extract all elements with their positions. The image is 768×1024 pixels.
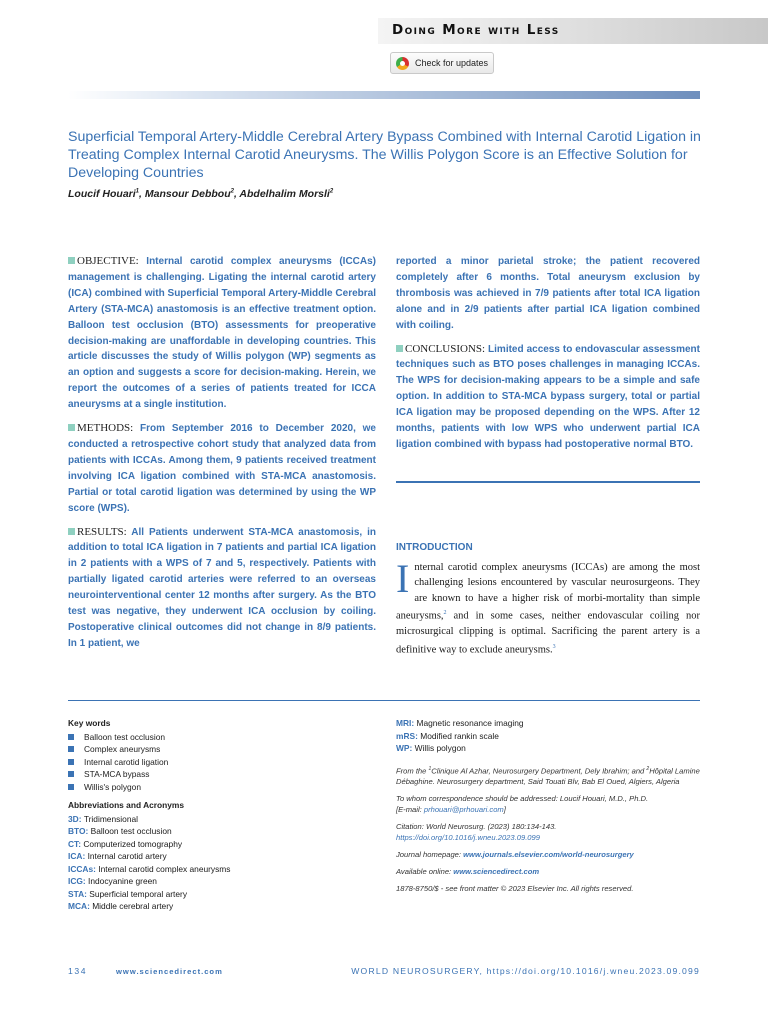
citation [396,821,706,843]
results-label: RESULTS: [77,525,127,538]
abbreviations-list [68,813,368,913]
email-link[interactable]: prhouari@prhouari.com [423,805,504,815]
abbreviation-definition: Computerized tomography [83,838,183,849]
abbreviation-term: ICG : [68,876,88,886]
affiliation-prefix: From the [396,766,429,776]
results-text: All Patients underwent STA-MCA anastomosis, in addition to total ICA ligation in 7 patients and partial ICA ligation in 2 patients with a WPS of 7 and 5, respectively. Patients with partially ligated carotid arteries were referred to an overseas neurointerventional center 12 months after surgery. As the BTO test was negative, they underwent ICA occlusion by coiling. Postoperative clinical outcomes did not change in 8/9 patients. In 1 patient, we [68,526,376,649]
keyword-item [68,768,368,781]
citation-text: Citation: World Neurosurg. (2023) 180:134-143. [396,822,557,832]
keyword-item [68,731,368,744]
abbreviation-item [68,838,368,851]
reference-marker: 2 [443,610,447,617]
check-for-updates-button[interactable] [390,52,494,74]
abbreviation-definition: Internal carotid artery [87,851,167,861]
footer-site-link[interactable]: www.sciencedirect.com [116,967,223,976]
conclusions-label: CONCLUSIONS: [405,342,486,355]
abbreviation-definition: Indocyanine green [88,876,157,886]
abstract-objective [68,254,376,413]
affiliation-2: Hôpital Lamine Débaghine. Neurosurgery department, Said Touati Blv, Bab El Oued, Algiers, Algeria [396,766,700,787]
correspondence [396,793,706,815]
abstract-results-continued: reported a minor parietal stroke; the patient recovered completely after 6 months. Total aneurysm exclusion by thrombosis was achieved in 7/9 patients after total ICA ligation alone and in 2/9 patients after partial ICA ligation combined with coiling. [396,256,700,331]
abbreviation-term: 3D : [68,814,84,824]
keyword-item [68,781,368,794]
abbreviation-term: CT : [68,839,83,849]
keyword-text: Complex aneurysms [84,744,161,754]
introduction-text [396,556,700,657]
affiliation-marker: 2 [646,765,650,772]
abbreviations-list-continued [396,717,706,755]
abbreviation-item [396,717,706,730]
keyword-text: Balloon test occlusion [84,731,166,742]
abbreviation-item [68,888,368,901]
copyright: 1878-8750/$ - see front matter © 2023 Elsevier Inc. All rights reserved. [396,884,634,894]
bullet-square-icon [68,424,75,431]
front-matter-right [396,717,706,900]
methods-text: From September 2016 to December 2020, we conducted a retrospective cohort study that analyzed data from patients with ICCAs. Among them, 9 patients received treatment involving ICA ligation combined with STA-MCA anastomosis. Partial or total carotid ligation was determined by using the WP score (WPS). [68,423,376,514]
conclusions-text: Limited access to endovascular assessment techniques such as BTO poses challenges in managing ICCAs. The WPS for decision-making appears to be a simple and safe option. In addition to STA-MCA bypass surgery, total or partial ICA ligation may be proposed depending on the WPS. After 12 months, patients with low WPS who underwent partial ICA ligation combined with bypass had postoperative normal BTO. [396,343,700,450]
abbreviation-term: WP : [396,743,415,753]
page-number: 134 [68,966,88,976]
footer-journal: WORLD NEUROSURGERY, https://doi.org/10.1016/j.wneu.2023.09.099 [351,966,700,976]
homepage-link[interactable]: www.journals.elsevier.com/world-neurosurgery [463,850,634,860]
abbreviation-item [396,742,706,755]
author-name: Mansour Debbou [144,188,231,200]
doi-link[interactable]: https://doi.org/10.1016/j.wneu.2023.09.099 [396,833,540,843]
keyword-text: Internal carotid ligation [84,756,169,767]
abbreviation-term: MRI : [396,718,416,728]
abbreviation-item [396,730,706,743]
abbreviation-definition: Balloon test occlusion [90,826,172,836]
intro-text-part: nternal carotid complex aneurysms (ICCAs) are among the most challenging lesions encountered by vascular neurosurgeons. They are known to have a higher risk of morbi-mortality than simple aneurysms, [396,562,700,622]
sciencedirect-link[interactable]: www.sciencedirect.com [453,867,540,877]
introduction-heading: INTRODUCTION [396,542,473,553]
check-for-updates-label: Check for updates [415,58,489,68]
front-matter-rule [68,700,700,701]
section-title: Doing More with Less [392,22,560,38]
crossmark-icon [396,57,409,70]
abbreviation-item [68,813,368,826]
abbreviation-term: ICA : [68,851,88,861]
author-list: Loucif Houari$^1$, Mansour Debbou$^2$, Abdelhalim Morsli$^2$ [68,188,334,200]
article-info [396,764,706,895]
correspondence-text: To whom correspondence should be addressed: Loucif Houari, M.D., Ph.D. [396,794,649,804]
abbreviation-item [68,900,368,913]
bullet-square-icon [396,345,403,352]
journal-homepage [396,849,706,860]
bullet-square-icon [68,734,74,740]
abbreviation-definition: Middle cerebral artery [92,901,174,911]
author-affiliation: 2 [329,188,334,195]
bullet-square-icon [68,528,75,535]
author-affiliation: 1 [135,188,140,195]
abbreviation-definition: Internal carotid complex aneurysms [98,863,231,874]
email-suffix: ] [503,805,506,815]
abbreviation-definition: Magnetic resonance imaging [416,718,524,728]
abbreviations-heading: Abbreviations and Acronyms [68,800,185,810]
keyword-item [68,756,368,769]
objective-text: Internal carotid complex aneurysms (ICCAs) management is challenging. Ligating the internal carotid artery (ICA) combined with Superficial Temporal Artery-Middle Cerebral Artery (STA-MCA) anastomosis is an effective treatment option. Balloon test occlusion (BTO) assessments for preoperative decision-making are unaffordable in developing countries. This article discusses the study of Willis polygon (WP) segments as an option and suggests a score for decision-making. Herein, we report the outcomes of a series of patients treated for ICCA aneurysms at a single institution. [68,256,376,411]
bullet-square-icon [68,746,74,752]
article-title: Superficial Temporal Artery-Middle Cerebral Artery Bypass Combined with Internal Carotid Ligation in Treating Complex Internal Carotid Aneurysms. The Willis Polygon Score is an Effective Solution for Developing Countries [68,129,701,181]
email-prefix: [E-mail: [396,805,424,815]
available-online [396,866,706,877]
abbreviation-term: STA : [68,889,89,899]
author-name: Abdelhalim Morsli [239,188,330,200]
homepage-prefix: Journal homepage: [396,850,464,860]
drop-cap: I [396,556,410,601]
affiliation-1: Clinique Al Azhar, Neurosurgery Department, Dely Ibrahim; and [431,766,647,776]
author-name: Loucif Houari [68,188,136,200]
objective-label: OBJECTIVE: [77,255,139,267]
abbreviation-term: MCA : [68,901,92,911]
affiliations [396,764,706,788]
keywords-list [68,731,368,794]
abbreviation-term: ICCAs : [68,864,98,874]
abbreviation-item [68,825,368,838]
keywords-heading: Key words [68,718,111,728]
abbreviation-term: BTO : [68,826,91,836]
abbreviation-item [68,875,368,888]
author-affiliation: 2 [230,188,234,195]
abstract-end-rule [396,481,700,483]
bullet-square-icon [68,759,74,765]
bullet-square-icon [68,771,74,777]
available-prefix: Available online: [396,867,454,877]
keyword-item [68,743,368,756]
abbreviation-definition: Modified rankin scale [420,730,499,741]
keywords-block [68,717,368,913]
abbreviation-definition: Willis polygon [414,743,466,753]
abbreviation-term: mRS : [396,731,420,741]
reference-marker: 3 [552,643,556,650]
intro-text-part: and in some cases, neither endovascular coiling nor microsurgical clipping is optimal. Sacrificing the parent artery is a definitive way to exclude aneurysms. [396,610,700,656]
keyword-text: Willis's polygon [84,781,141,792]
abbreviation-item [68,863,368,876]
methods-label: METHODS: [77,422,134,435]
abstract-conclusions [396,342,700,453]
abstract-methods [68,421,376,516]
abbreviation-definition: Tridimensional [83,813,138,824]
abstract-right-column [396,254,700,458]
keyword-text: STA-MCA bypass [84,769,150,779]
abbreviation-definition: Superficial temporal artery [89,888,188,899]
header-rule [68,91,700,99]
bullet-square-icon [68,784,74,790]
abstract-left-column [68,254,376,657]
abbreviation-item [68,850,368,863]
affiliation-marker: 1 [428,765,432,772]
bullet-square-icon [68,257,75,264]
abstract-results [68,525,376,652]
